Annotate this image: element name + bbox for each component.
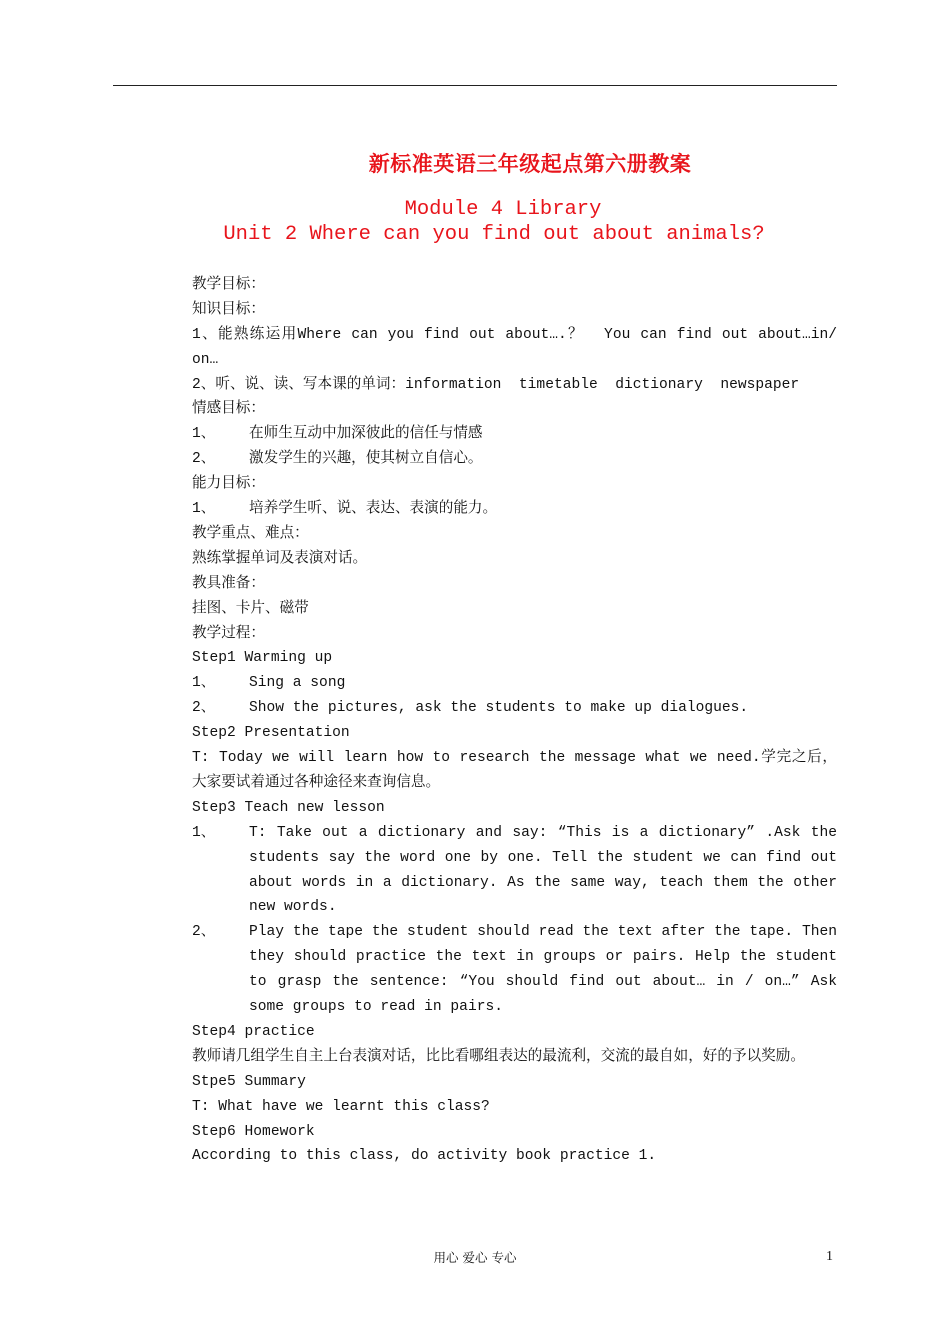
step1-heading: Step1 Warming up [192, 650, 333, 667]
emotion-heading: 情感目标： [192, 401, 265, 418]
item-text: T: Take out a dictionary and say: “This is a dictionary” .Ask the students say the word one by one. Tell the student we can find out about words in a dictionary. As the same way, teach them the other new words. [249, 824, 837, 916]
item-number: 1、 [192, 426, 216, 443]
goals-heading: 教学目标： [192, 277, 265, 293]
step1-item-2 [192, 696, 837, 721]
step1-item-1 [192, 671, 837, 696]
unit-title: Unit 2 Where can you find out about animals? [223, 223, 765, 246]
lesson-plan-body [192, 273, 837, 1169]
item-number: 2、 [192, 700, 216, 717]
item-text: Play the tape the student should read the text after the tape. Then they should practice the text in groups or pairs. Help the student to grasp the sentence: “You should find out about… in / on…” Ask some groups to read in pairs. [249, 924, 837, 1016]
step3-item-2 [192, 920, 837, 1020]
item-text: Sing a song [249, 675, 346, 692]
step5-heading: Stpe5 Summary [192, 1073, 306, 1090]
item-number: 1、 [192, 824, 216, 841]
ability-item-1 [192, 497, 837, 522]
step4-heading: Step4 practice [192, 1023, 315, 1040]
item-text: Show the pictures, ask the students to make up dialogues. [249, 700, 749, 717]
step6-text: According to this class, do activity book practice 1. [192, 1148, 657, 1165]
document-title: 新标准英语三年级起点第六册教案 [368, 152, 692, 176]
teaching-aids-heading: 教具准备： [192, 575, 265, 592]
page-number: 1 [826, 1249, 833, 1264]
footer-motto: 用心 爱心 专心 [433, 1250, 517, 1265]
ability-heading: 能力目标： [192, 476, 265, 493]
knowledge-item-2: 2、听、说、读、写本课的单词：information timetable dictionary newspaper [192, 376, 800, 393]
knowledge-heading: 知识目标： [192, 301, 265, 318]
key-points-text: 熟练掌握单词及表演对话。 [192, 550, 368, 567]
item-number: 1、 [192, 501, 216, 518]
item-number: 1、 [192, 675, 216, 692]
knowledge-item-1: 1、能熟练运用Where can you find out about….？ You can find out about…in/ [192, 326, 837, 343]
step4-text: 教师请几组学生自主上台表演对话，比比看哪组表达的最流利，交流的最自如，好的予以奖励。 [192, 1048, 805, 1065]
step6-heading: Step6 Homework [192, 1123, 315, 1140]
step3-heading: Step3 Teach new lesson [192, 799, 385, 816]
teaching-aids-text: 挂图、卡片、磁带 [192, 600, 309, 617]
step3-item-1 [192, 821, 837, 921]
item-text: 激发学生的兴趣，使其树立自信心。 [249, 451, 483, 468]
step5-text: T: What have we learnt this class? [192, 1098, 490, 1115]
header-rule [113, 85, 837, 86]
emotion-item-2 [192, 447, 837, 472]
knowledge-item-1-cont: on… [192, 351, 219, 368]
step2-heading: Step2 Presentation [192, 725, 350, 742]
process-heading: 教学过程： [192, 625, 265, 642]
module-title: Module 4 Library [404, 198, 602, 221]
step2-text: T: Today we will learn how to research the message what we need.学完之后，大家要试着通过各种途径来查询信息。 [192, 750, 837, 791]
item-text: 培养学生听、说、表达、表演的能力。 [249, 501, 498, 518]
emotion-item-1 [192, 422, 837, 447]
item-text: 在师生互动中加深彼此的信任与情感 [249, 426, 483, 443]
item-number: 2、 [192, 924, 216, 941]
key-points-heading: 教学重点、难点： [192, 525, 309, 542]
item-number: 2、 [192, 451, 216, 468]
